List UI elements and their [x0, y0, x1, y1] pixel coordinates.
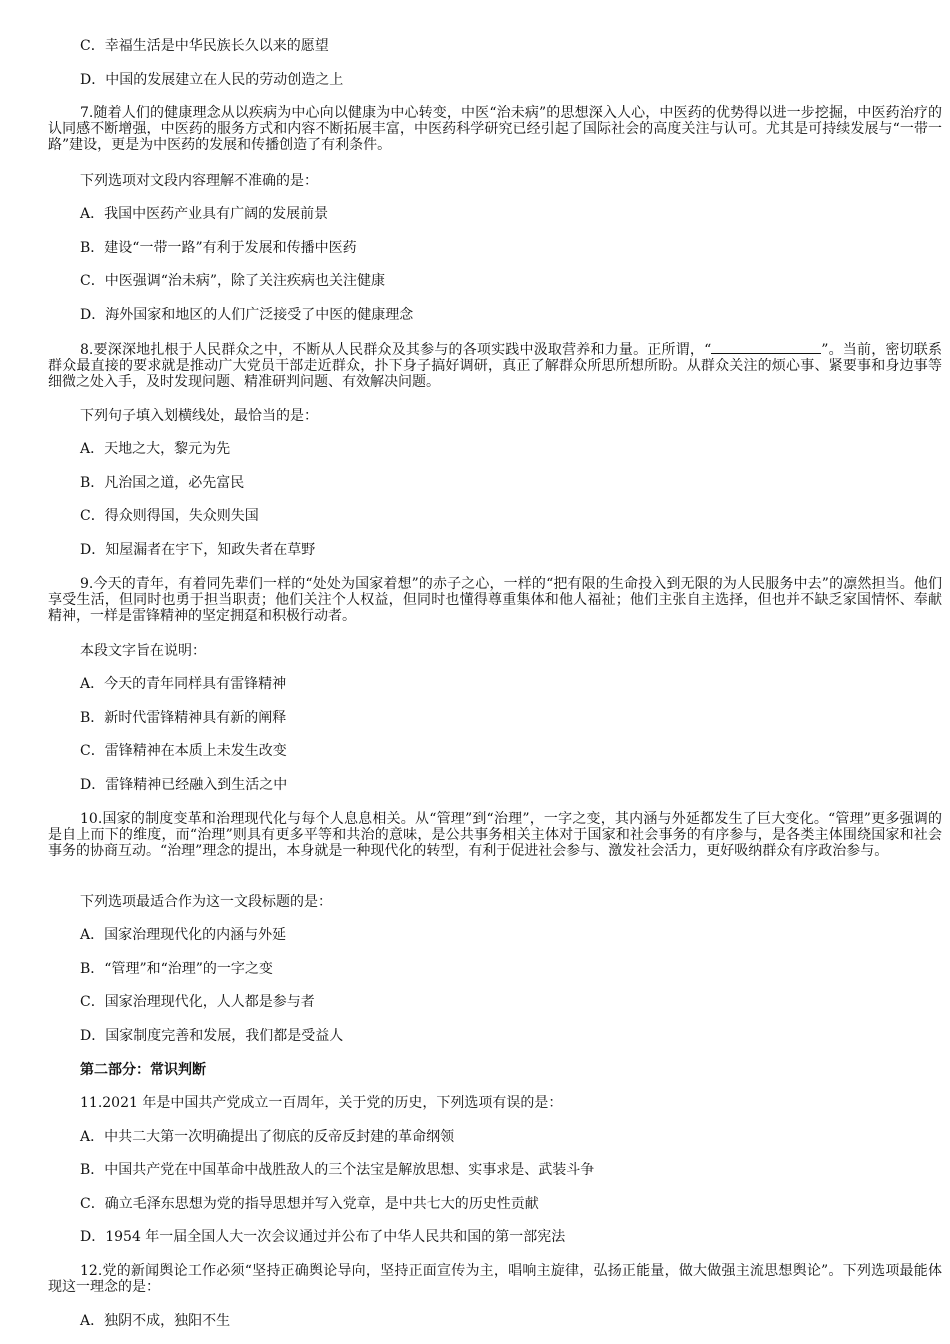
- question-10-stem: 10.国家的制度变革和治理现代化与每个人息息相关。从“管理”到“治理”，一字之变，其内涵与外延都发生了巨大变化。“管理”更多强调的是自上而下的维度，而“治理”则具有更多平等和共治的意味，是公共事务相关主体对于国家和社会事务的有序参与，是各类主体围绕国家和社会事务的协商互动。“治理”理念的提出，本身就是一种现代化的转型，有利于促进社会参与、激发社会活力，更好吸纳群众有序政治参与。: [48, 811, 942, 859]
- question-9-option-b: B．新时代雷锋精神具有新的阐释: [80, 710, 287, 726]
- question-10-option-a: A．国家治理现代化的内涵与外延: [80, 927, 287, 943]
- option-line: C．幸福生活是中华民族长久以来的愿望: [80, 38, 329, 54]
- question-10-prompt: 下列选项最适合作为这一文段标题的是：: [80, 894, 332, 910]
- question-12-stem: 12.党的新闻舆论工作必须“坚持正确舆论导向，坚持正面宣传为主，唱响主旋律，弘扬正能量，做大做强主流思想舆论”。下列选项最能体现这一理念的是：: [48, 1263, 942, 1295]
- question-11-option-a: A．中共二大第一次明确提出了彻底的反帝反封建的革命纲领: [80, 1129, 455, 1145]
- question-8-prompt: 下列句子填入划横线处，最恰当的是：: [80, 408, 318, 424]
- section-heading: 第二部分：常识判断: [80, 1062, 206, 1078]
- question-8-option-d: D．知屋漏者在宇下，知政失者在草野: [80, 542, 316, 558]
- question-11-option-d: D．1954 年一届全国人大一次会议通过并公布了中华人民共和国的第一部宪法: [80, 1229, 566, 1245]
- question-10-option-b: B．“管理”和“治理”的一字之变: [80, 961, 273, 977]
- fill-in-blank: [711, 341, 821, 354]
- question-7-stem: 7.随着人们的健康理念从以疾病为中心向以健康为中心转变，中医“治未病”的思想深入人心，中医药的优势得以进一步挖掘，中医药治疗的认同感不断增强，中医药的服务方式和内容不断拓展丰富，中医药科学研究已经引起了国际社会的高度关注与认可。尤其是可持续发展与“一带一路”建设，更是为中医药的发展和传播创造了有利条件。: [48, 105, 942, 153]
- question-9-option-c: C．雷锋精神在本质上未发生改变: [80, 743, 287, 759]
- question-11-option-b: B．中国共产党在中国革命中战胜敌人的三个法宝是解放思想、实事求是、武装斗争: [80, 1162, 595, 1178]
- question-9-prompt: 本段文字旨在说明：: [80, 643, 206, 659]
- question-11-stem: 11.2021 年是中国共产党成立一百周年，关于党的历史，下列选项有误的是：: [80, 1095, 563, 1111]
- question-10-option-c: C．国家治理现代化，人人都是参与者: [80, 994, 315, 1010]
- question-9-stem: 9.今天的青年，有着同先辈们一样的“处处为国家着想”的赤子之心，一样的“把有限的生命投入到无限的为人民服务中去”的凛然担当。他们享受生活，但同时也勇于担当职责；他们关注个人权益，但同时也懂得尊重集体和他人福祉；他们主张自主选择，但也并不缺乏家国情怀、奉献精神，一样是雷锋精神的坚定拥趸和积极行动者。: [48, 576, 942, 624]
- question-7-option-b: B．建设“一带一路”有利于发展和传播中医药: [80, 240, 357, 256]
- question-11-option-c: C．确立毛泽东思想为党的指导思想并写入党章，是中共七大的历史性贡献: [80, 1196, 539, 1212]
- question-8-option-a: A．天地之大，黎元为先: [80, 441, 231, 457]
- question-9-option-a: A．今天的青年同样具有雷锋精神: [80, 676, 287, 692]
- question-7-option-a: A．我国中医药产业具有广阔的发展前景: [80, 206, 329, 222]
- question-12-option-a: A．独阴不成，独阳不生: [80, 1313, 231, 1329]
- question-7-option-c: C．中医强调“治未病”，除了关注疾病也关注健康: [80, 273, 386, 289]
- question-8-option-b: B．凡治国之道，必先富民: [80, 475, 245, 491]
- question-10-option-d: D．国家制度完善和发展，我们都是受益人: [80, 1028, 344, 1044]
- question-9-option-d: D．雷锋精神已经融入到生活之中: [80, 777, 288, 793]
- question-8-stem: [48, 341, 942, 390]
- option-line: D．中国的发展建立在人民的劳动创造之上: [80, 72, 344, 88]
- question-7-prompt: 下列选项对文段内容理解不准确的是：: [80, 173, 318, 189]
- question-8-option-c: C．得众则得国，失众则失国: [80, 508, 259, 524]
- question-7-option-d: D．海外国家和地区的人们广泛接受了中医的健康理念: [80, 307, 414, 323]
- question-8-stem-before: 8.要深深地扎根于人民群众之中，不断从人民群众及其参与的各项实践中汲取营养和力量。正所谓，“: [80, 342, 712, 358]
- question-8-stem-after: ”。当前，密切联系群众最直接的要求就是推动广大党员干部走近群众，扑下身子搞好调研，真正了解群众所思所想所盼。从群众关注的烦心事、紧要事和身边事等细微之处入手，及时发现问题、精准研判问题、有效解决问题。: [48, 342, 942, 390]
